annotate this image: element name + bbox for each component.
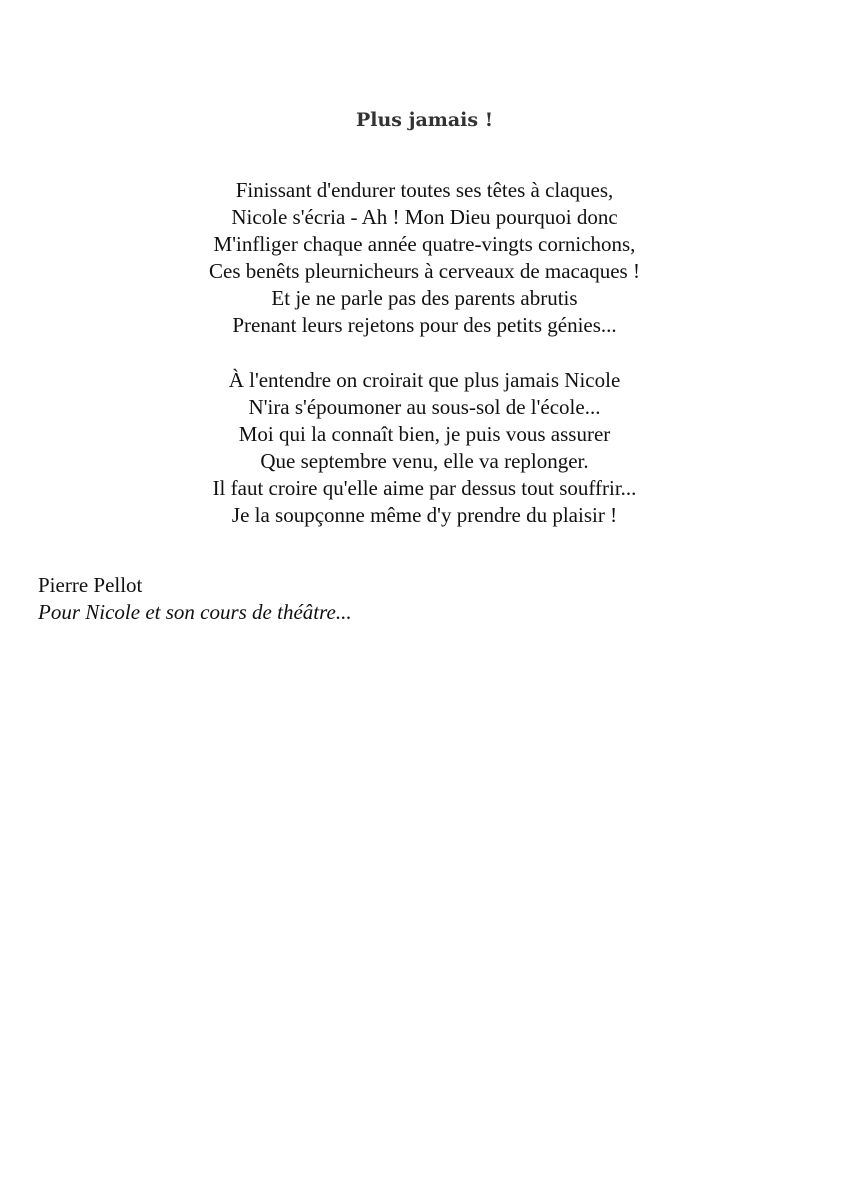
verse-line: Et je ne parle pas des parents abrutis: [271, 286, 578, 310]
stanza-1: [0, 177, 849, 339]
verse-line: M'infliger chaque année quatre-vingts cornichons,: [213, 232, 636, 256]
verse-line: Il faut croire qu'elle aime par dessus tout souffrir...: [212, 476, 637, 500]
verse-line: Finissant d'endurer toutes ses têtes à claques,: [235, 178, 614, 202]
verse-line: Prenant leurs rejetons pour des petits génies...: [232, 313, 617, 337]
poem-title: Plus jamais !: [355, 109, 494, 131]
verse-line: N'ira s'époumoner au sous-sol de l'école...: [248, 395, 601, 419]
verse-line: Que septembre venu, elle va replonger.: [260, 449, 589, 473]
verse-line: Nicole s'écria - Ah ! Mon Dieu pourquoi donc: [231, 205, 618, 229]
verse-line: Ces benêts pleurnicheurs à cerveaux de macaques !: [209, 259, 640, 283]
author-name: Pierre Pellot: [38, 573, 143, 597]
verse-line: À l'entendre on croirait que plus jamais Nicole: [228, 368, 621, 392]
stanza-2: [0, 367, 849, 529]
verse-line: Moi qui la connaît bien, je puis vous assurer: [238, 422, 611, 446]
dedication: Pour Nicole et son cours de théâtre...: [38, 600, 352, 624]
signature-block: [38, 572, 352, 626]
verse-line: Je la soupçonne même d'y prendre du plaisir !: [231, 503, 618, 527]
